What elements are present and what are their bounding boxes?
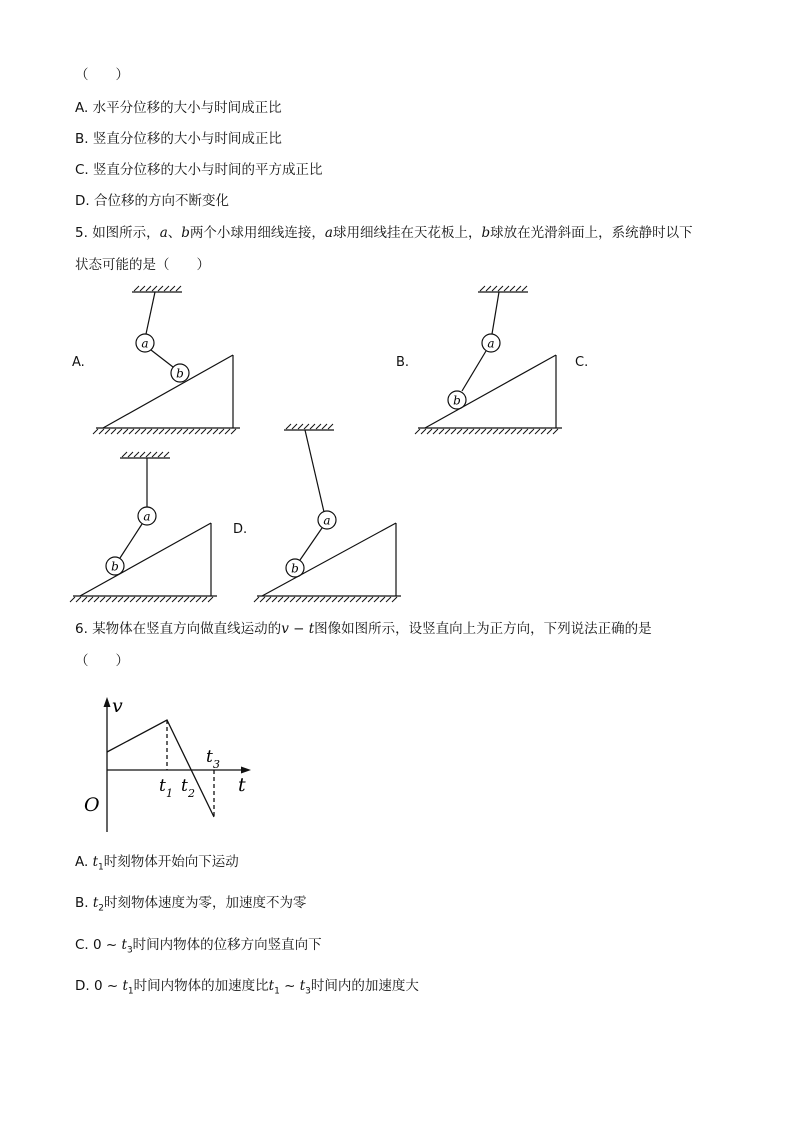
q6-option-d-sub3: 3 [305, 986, 311, 997]
q6-vt-symbol: v − t [281, 621, 315, 637]
q5-fig-label-b: B. [396, 355, 410, 370]
q5-fig-d-ball-b: b [291, 561, 299, 576]
q5-fig-label-d: D. [233, 522, 248, 537]
q6-option-d-sym: t [122, 978, 128, 994]
q6-option-d-sym2: t [268, 978, 275, 994]
q6-option-a-sub: 1 [98, 862, 104, 873]
q4-option-c: C. 竖直分位移的大小与时间的平方成正比 [75, 162, 323, 178]
q5-var-b-2: b [481, 225, 491, 241]
q6-origin-label: O [84, 794, 100, 816]
q6-t1-sub: 1 [166, 787, 173, 800]
q5-fig-c-ball-b: b [111, 559, 119, 574]
q6-option-c-text: 时间内物体的位移方向竖直向下 [132, 937, 322, 953]
q6-option-a-sym: t [92, 854, 99, 870]
q6-stem-text-2: 图像如图所示，设竖直向上为正方向，下列说法正确的是 [314, 621, 652, 637]
q6-option-b-sym: t [92, 895, 99, 911]
q6-answer-bracket: （ ） [75, 653, 129, 669]
q6-axis-t-label: t [238, 774, 246, 796]
q6-t2-label: t [181, 776, 188, 796]
q5-var-a-2: a [324, 225, 333, 241]
q6-axis-v-label: v [112, 695, 123, 717]
q6-option-d-mid2: ~ [279, 978, 300, 994]
vt-line [107, 720, 214, 817]
q6-option-d-sym3: t [299, 978, 306, 994]
q6-option-d-label: D. [75, 978, 90, 994]
q6-option-a-label: A. [75, 854, 89, 870]
q6-t3-sub: 3 [213, 758, 220, 771]
q5-number: 5. [75, 225, 88, 241]
q5-sep: 、 [167, 225, 182, 241]
q5-fig-c-ball-a: a [143, 509, 151, 524]
q4-answer-bracket: （ ） [75, 67, 129, 83]
q5-stem-text-2: 两个小球用细线连接， [189, 225, 325, 241]
q5-var-b: b [181, 225, 190, 241]
q6-option-c [75, 936, 322, 960]
q5-fig-a-ball-b: b [176, 366, 184, 381]
q5-fig-d-ball-a: a [323, 513, 331, 528]
q5-fig-a-ball-a: a [141, 336, 149, 351]
q6-option-d-text: 时间内的加速度大 [310, 978, 419, 994]
q6-t3-label: t [206, 747, 213, 767]
q6-option-a-text: 时刻物体开始向下运动 [103, 854, 239, 870]
q6-option-b [75, 894, 307, 918]
q6-option-d-mid: 时间内物体的加速度比 [133, 978, 269, 994]
q4-option-d: D. 合位移的方向不断变化 [75, 193, 229, 209]
q6-option-b-label: B. [75, 895, 89, 911]
q6-option-d-sub: 1 [127, 986, 134, 997]
q6-option-c-label: C. [75, 937, 89, 953]
q6-stem [75, 620, 652, 638]
q6-t1-label: t [159, 776, 166, 796]
q6-option-c-pre: 0 ~ [93, 937, 122, 953]
q4-option-a: A. 水平分位移的大小与时间成正比 [75, 100, 282, 116]
q6-option-d-pre: 0 ~ [93, 978, 123, 994]
q5-fig-b-ball-b: b [453, 393, 461, 408]
q5-figure-c [68, 450, 228, 606]
q5-stem-line2: 状态可能的是（ ） [75, 257, 210, 273]
q5-figure-b [412, 284, 572, 438]
q5-fig-label-a: A. [72, 355, 85, 370]
v-axis-arrow [104, 697, 111, 707]
q4-option-b: B. 竖直分位移的大小与时间成正比 [75, 131, 282, 147]
q6-option-c-sym: t [121, 937, 127, 953]
q5-stem-text-3: 球用细线挂在天花板上， [332, 225, 482, 241]
q5-stem-text-4: 球放在光滑斜面上，系统静时以下 [490, 225, 693, 241]
q5-var-a: a [159, 225, 168, 241]
q5-figure-d [252, 422, 412, 606]
q5-figure-a [90, 284, 250, 438]
q6-number: 6. [75, 621, 88, 637]
q6-option-c-sub: 3 [126, 945, 133, 956]
q6-option-d [75, 977, 419, 1001]
q6-t2-sub: 2 [188, 787, 195, 800]
q6-option-b-sub: 2 [98, 903, 105, 914]
q6-option-d-sub2: 1 [274, 986, 280, 997]
q5-fig-label-c: C. [575, 355, 589, 370]
q5-stem [75, 224, 693, 242]
q5-fig-b-ball-a: a [487, 336, 495, 351]
q6-option-b-text: 时刻物体速度为零，加速度不为零 [104, 895, 307, 911]
t-axis-arrow [241, 767, 251, 774]
q5-stem-text-1: 如图所示， [92, 225, 160, 241]
q6-vt-graph [80, 690, 270, 840]
q6-stem-text-1: 某物体在竖直方向做直线运动的 [92, 621, 282, 637]
q6-option-a [75, 853, 239, 877]
